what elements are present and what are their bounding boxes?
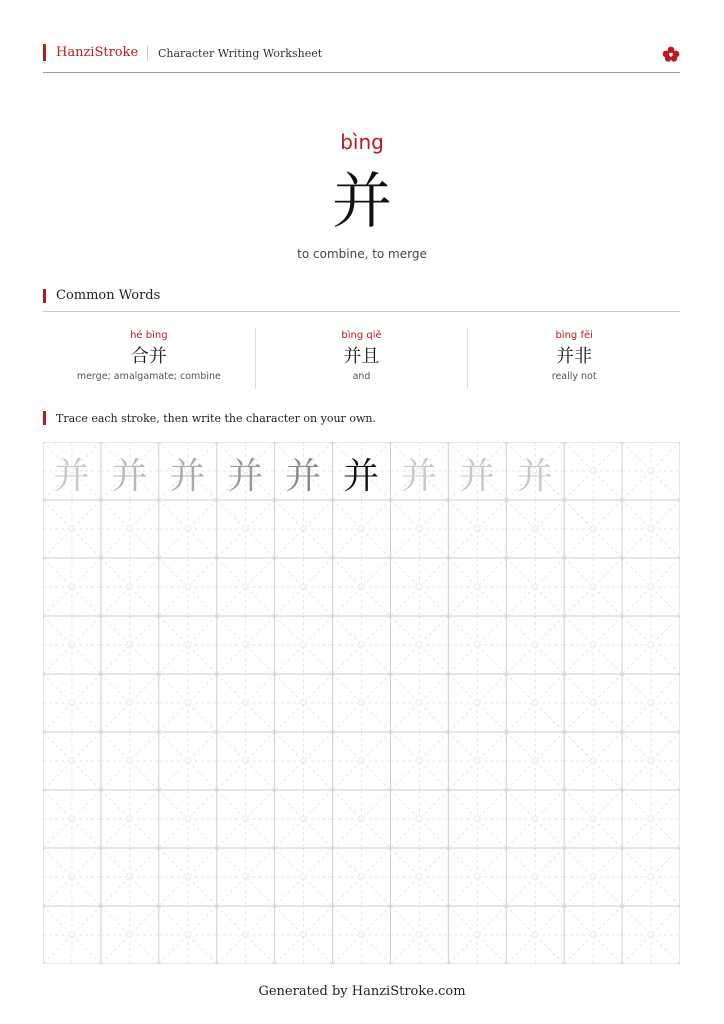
stroke-step-char: 并: [169, 456, 206, 497]
stroke-step-char: 并: [343, 456, 380, 497]
worksheet-header: [43, 44, 680, 64]
hero-pinyin: bìng: [340, 130, 384, 154]
stroke-step-char: 并: [53, 456, 90, 497]
word-item: [43, 328, 255, 389]
common-words-title: Common Words: [56, 288, 161, 303]
header-divider: [147, 46, 148, 61]
word-pinyin: bìng fēi: [555, 330, 593, 341]
plum-blossom-icon: [662, 46, 680, 62]
worksheet-subtitle: Character Writing Worksheet: [158, 47, 323, 60]
word-meaning: and: [352, 371, 371, 382]
hero-character: 并: [332, 167, 392, 237]
trace-char: 并: [516, 456, 553, 497]
stroke-step-char: 并: [285, 456, 322, 497]
hero-meaning: to combine, to merge: [297, 247, 427, 261]
header-rule: [43, 72, 680, 73]
word-pinyin: hé bìng: [130, 330, 168, 341]
practice-accent-bar: [43, 411, 46, 425]
footer-text[interactable]: Generated by HanziStroke.com: [258, 984, 466, 999]
word-hanzi: 合并: [130, 346, 167, 367]
word-meaning: really not: [551, 371, 597, 382]
common-words-accent-bar: [43, 289, 46, 303]
brand-accent-bar: [43, 44, 46, 61]
common-words-list: [43, 328, 680, 389]
trace-char: 并: [400, 456, 437, 497]
practice-instruction: Trace each stroke, then write the character on your own.: [56, 412, 376, 425]
brand-name[interactable]: HanziStroke: [56, 45, 139, 60]
word-hanzi: 并且: [343, 346, 380, 367]
word-item: [467, 328, 680, 389]
word-item: [255, 328, 468, 389]
stroke-step-char: 并: [227, 456, 264, 497]
word-pinyin: bìng qiě: [341, 330, 382, 341]
common-words-rule: [43, 311, 680, 312]
word-hanzi: 并非: [556, 346, 593, 367]
word-meaning: merge; amalgamate; combine: [76, 371, 221, 382]
practice-grid[interactable]: [43, 442, 680, 964]
stroke-step-char: 并: [111, 456, 148, 497]
trace-char: 并: [458, 456, 495, 497]
practice-grid-lines: [43, 442, 680, 964]
